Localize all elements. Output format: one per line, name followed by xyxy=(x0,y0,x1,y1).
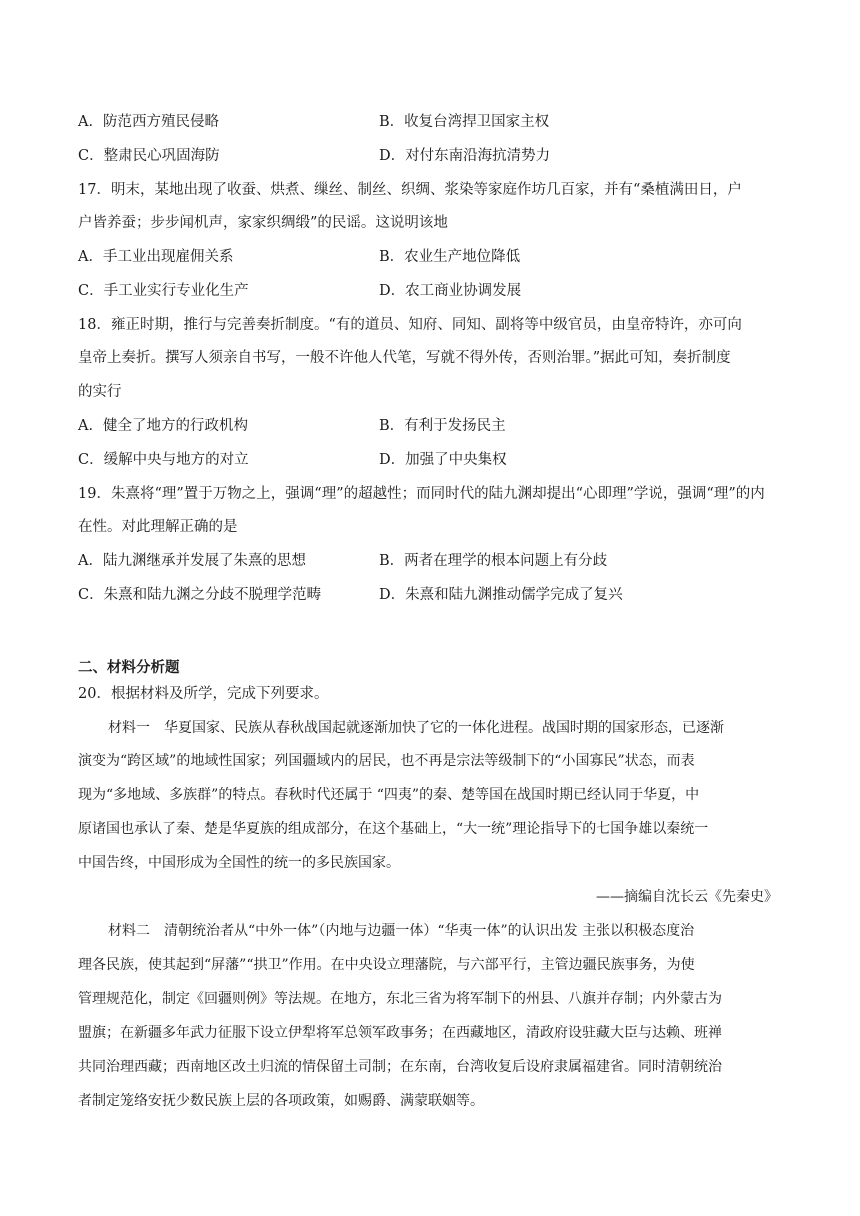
material2-line-4: 盟旗；在新疆多年武力征服下设立伊犁将军总领军政事务；在西藏地区，清政府设驻藏大臣与达赖、班禅 xyxy=(78,1025,722,1041)
material2-line-2: 理各民族，使其起到“屏藩”“拱卫”作用。在中央设立理藩院，与六部平行，主管边疆民族事务，为使 xyxy=(78,957,695,973)
material2-line-3: 管理规范化，制定《回疆则例》等法规。在地方，东北三省为将军制下的州县、八旗并存制；内外蒙古为 xyxy=(78,991,722,1007)
material1-line-5: 中国告终，中国形成为全国性的统一的多民族国家。 xyxy=(78,855,400,871)
q16-option-d: D．对付东南沿海抗清势力 xyxy=(379,148,551,164)
material1-line-1: 材料一 华夏国家、民族从春秋战国起就逐渐加快了它的一体化进程。战国时期的国家形态，已逐渐 xyxy=(108,720,724,736)
q19-option-a: A．陆九渊继承并发展了朱熹的思想 xyxy=(78,553,306,569)
q18-stem-line-1: 18．雍正时期，推行与完善奏折制度。“有的道员、知府、同知、副将等中级官员，由皇帝特许，亦可向 xyxy=(78,317,742,333)
material2-line-5: 共同治理西藏；西南地区改土归流的情保留土司制；在东南，台湾收复后设府隶属福建省。同时清朝统治 xyxy=(78,1059,722,1075)
q16-option-b: B．收复台湾捍卫国家主权 xyxy=(379,114,550,130)
q17-stem-line-2: 户皆养蚕；步步闻机声，家家织绸缎”的民谣。这说明该地 xyxy=(78,215,448,231)
q18-stem-line-3: 的实行 xyxy=(78,384,122,400)
q17-option-c: C．手工业实行专业化生产 xyxy=(78,283,249,299)
q17-option-b: B．农业生产地位降低 xyxy=(379,249,521,265)
q19-option-c: C．朱熹和陆九渊之分歧不脱理学范畴 xyxy=(78,587,322,603)
q17-option-a: A．手工业出现雇佣关系 xyxy=(78,249,234,265)
q18-stem-line-2: 皇帝上奏折。撰写人须亲自书写，一般不许他人代笔，写就不得外传，否则治罪。”据此可知，奏折制度 xyxy=(78,350,731,366)
q19-stem-line-2: 在性。对此理解正确的是 xyxy=(78,519,238,535)
q18-option-b: B．有利于发扬民主 xyxy=(379,418,506,434)
material1-source: ——摘编自沈长云《先秦史》 xyxy=(596,889,778,905)
material2-line-1: 材料二 清朝统治者从“中外一体”（内地与边疆一体）“华夷一体”的认识出发 主张以积极态度治 xyxy=(108,923,695,939)
section-title: 二、材料分析题 xyxy=(78,660,180,676)
q17-stem-line-1: 17．明末，某地出现了收蚕、烘煮、缫丝、制丝、织绸、浆染等家庭作坊几百家，并有“桑植满田日，户 xyxy=(78,182,742,198)
q18-option-c: C．缓解中央与地方的对立 xyxy=(78,452,249,468)
q20-stem: 20．根据材料及所学，完成下列要求。 xyxy=(78,686,329,702)
q17-option-d: D．农工商业协调发展 xyxy=(379,283,522,299)
q18-option-d: D．加强了中央集权 xyxy=(379,452,507,468)
q19-stem-line-1: 19．朱熹将“理”置于万物之上，强调“理”的超越性；而同时代的陆九渊却提出“心即理”学说，强调“理”的内 xyxy=(78,486,765,502)
material1-line-2: 演变为“跨区域”的地域性国家；列国疆域内的居民，也不再是宗法等级制下的“小国寡民”状态，而表 xyxy=(78,753,695,769)
q18-option-a: A．健全了地方的行政机构 xyxy=(78,418,248,434)
material1-line-3: 现为“多地域、多族群”的特点。春秋时代还属于 “四夷”的秦、楚等国在战国时期已经认同于华夏，中 xyxy=(78,787,700,803)
q16-option-c: C．整肃民心巩固海防 xyxy=(78,148,220,164)
material1-line-4: 原诸国也承认了秦、楚是华夏族的组成部分，在这个基础上，“大一统”理论指导下的七国争雄以秦统一 xyxy=(78,821,709,837)
material2-line-6: 者制定笼络安抚少数民族上层的各项政策，如赐爵、满蒙联姻等。 xyxy=(78,1093,484,1109)
q19-option-b: B．两者在理学的根本问题上有分歧 xyxy=(379,553,608,569)
q19-option-d: D．朱熹和陆九渊推动儒学完成了复兴 xyxy=(379,587,623,603)
q16-option-a: A．防范西方殖民侵略 xyxy=(78,114,219,130)
